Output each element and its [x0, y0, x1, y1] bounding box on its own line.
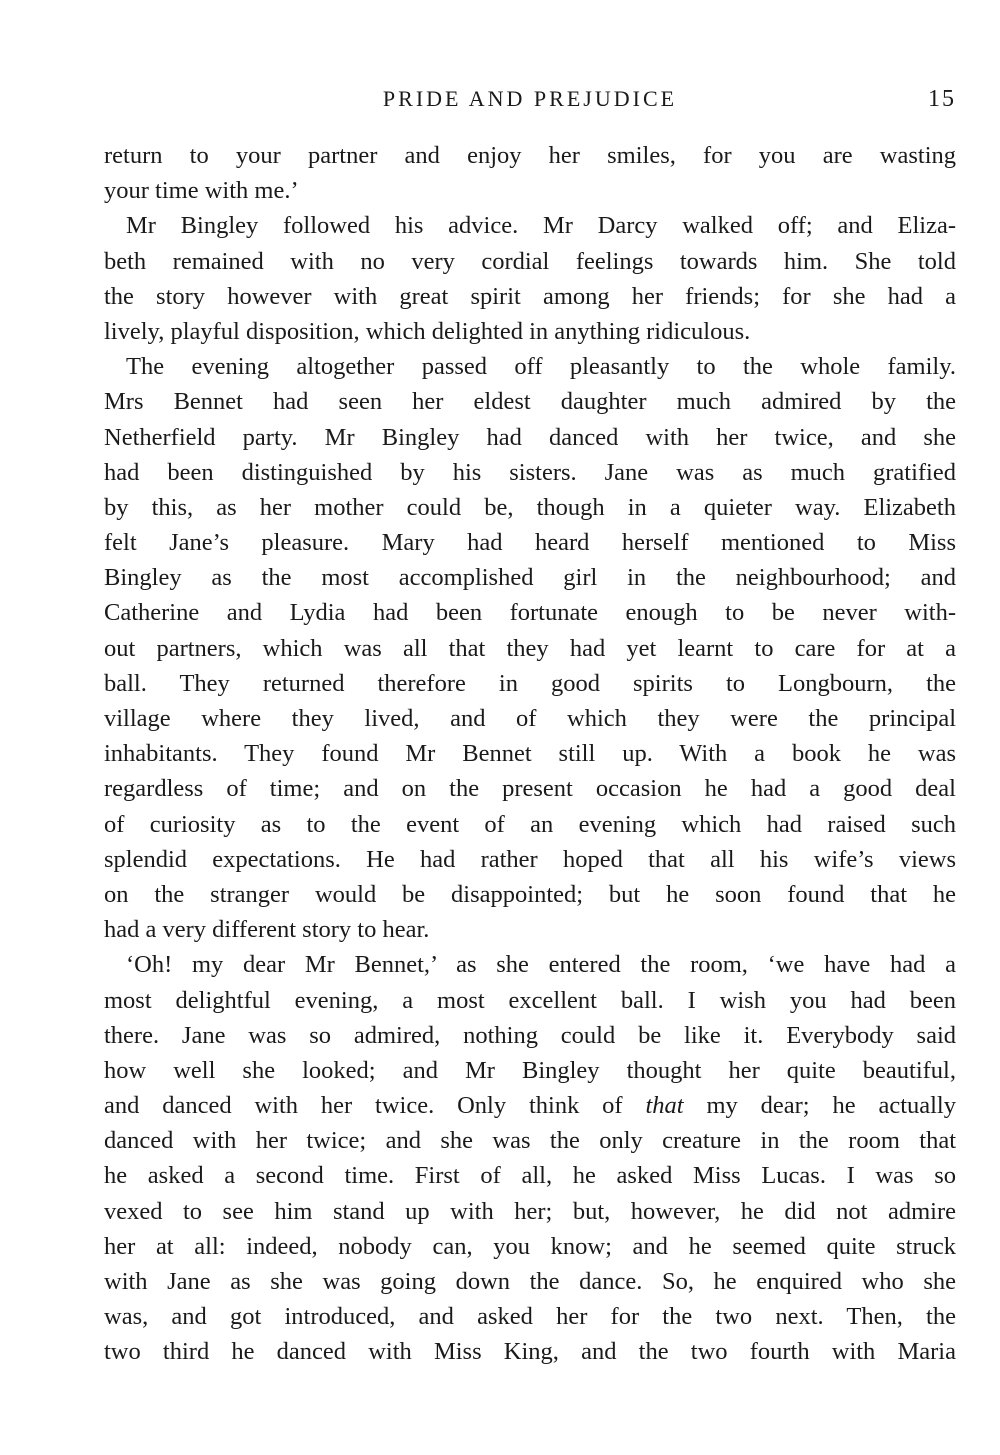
text-line: most delightful evening, a most excellent ball. I wish you had been [104, 986, 956, 1014]
text-line: The evening altogether passed off pleasantly to the whole family. [126, 353, 956, 381]
text-line: regardless of time; and on the present occasion he had a good deal [104, 775, 956, 803]
text-line: the story however with great spirit among her friends; for she had a [104, 282, 956, 310]
page-number: 15 [928, 86, 956, 112]
text-line: your time with me.’ [104, 177, 299, 205]
running-title: PRIDE AND PREJUDICE [382, 86, 678, 111]
text-line: he asked a second time. First of all, he asked Miss Lucas. I was so [104, 1162, 956, 1190]
text-line: her at all: indeed, nobody can, you know; and he seemed quite struck [104, 1232, 956, 1260]
emphasized-word: that [645, 1092, 684, 1120]
text-line: return to your partner and enjoy her smiles, for you are wasting [104, 142, 956, 169]
text-line: Mr Bingley followed his advice. Mr Darcy walked off; and Eliza- [126, 212, 956, 240]
text-line: by this, as her mother could be, though in a quieter way. Elizabeth [104, 493, 956, 521]
body-text [104, 138, 956, 1370]
paragraph [104, 138, 956, 208]
text-line: Mrs Bennet had seen her eldest daughter much admired by the [104, 388, 956, 416]
text-line: ‘Oh! my dear Mr Bennet,’ as she entered the room, ‘we have had a [126, 951, 956, 979]
text-line: of curiosity as to the event of an evening which had raised such [104, 810, 956, 838]
text-line: beth remained with no very cordial feelings towards him. She told [104, 247, 956, 275]
text-line: Catherine and Lydia had been fortunate enough to be never with- [104, 599, 956, 627]
text-line: Netherfield party. Mr Bingley had danced with her twice, and she [104, 423, 956, 451]
paragraph [104, 208, 956, 349]
text-segment: my dear; he actually [683, 1092, 956, 1120]
text-line: two third he danced with Miss King, and the two fourth with Maria [104, 1338, 956, 1366]
text-line: inhabitants. They found Mr Bennet still up. With a book he was [104, 740, 956, 768]
text-line: was, and got introduced, and asked her for the two next. Then, the [104, 1303, 956, 1331]
text-line: on the stranger would be disappointed; but he soon found that he [104, 880, 956, 908]
text-line: there. Jane was so admired, nothing could be like it. Everybody said [104, 1021, 956, 1049]
text-line-with-emphasis [104, 1088, 956, 1123]
text-line: had a very different story to hear. [104, 916, 430, 944]
paragraph [104, 947, 956, 1369]
text-line: with Jane as she was going down the dance. So, he enquired who she [104, 1268, 956, 1295]
text-line: out partners, which was all that they had yet learnt to care for at a [104, 634, 956, 662]
text-line: village where they lived, and of which they were the principal [104, 705, 956, 732]
text-segment: and danced with her twice. Only think of [104, 1092, 646, 1120]
text-line: Bingley as the most accomplished girl in the neighbourhood; and [104, 564, 956, 592]
text-line: vexed to see him stand up with her; but, however, he did not admire [104, 1197, 956, 1225]
text-line: splendid expectations. He had rather hoped that all his wife’s views [104, 845, 956, 873]
paragraph [104, 349, 956, 947]
text-line: had been distinguished by his sisters. Jane was as much gratified [104, 458, 956, 486]
text-line: danced with her twice; and she was the only creature in the room that [104, 1127, 956, 1155]
text-line: felt Jane’s pleasure. Mary had heard herself mentioned to Miss [104, 529, 956, 557]
running-head [104, 84, 956, 114]
text-line: how well she looked; and Mr Bingley thought her quite beautiful, [104, 1056, 956, 1084]
text-line: lively, playful disposition, which delighted in anything ridiculous. [104, 317, 751, 345]
text-line: ball. They returned therefore in good spirits to Longbourn, the [104, 669, 956, 697]
